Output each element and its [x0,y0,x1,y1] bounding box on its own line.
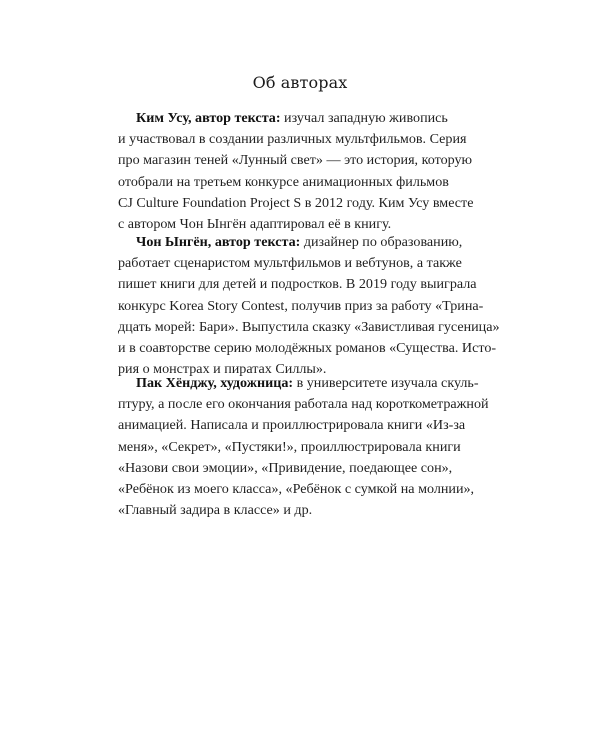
paragraph-line: птуру, а после его окончания работала над короткометражной [118,396,489,413]
paragraph-line: отобрали на третьем конкурсе анимационных фильмов [118,173,449,190]
paragraph-line: и в соавторстве серию молодёжных романов «Существа. Исто- [118,339,497,356]
page-title: Об авторах [252,73,348,92]
paragraph-line: дцать морей: Бари». Выпустила сказку «Завистливая гусеница» [118,318,500,335]
paragraph-line: про магазин теней «Лунный свет» — это история, которую [118,152,473,169]
paragraph-line: и участвовал в создании различных мультфильмов. Серия [118,131,467,148]
illustrator-bio-pak-hyondzhu [118,373,489,521]
paragraph-line: «Назови свои эмоции», «Привидение, поедающее сон», [118,459,453,476]
paragraph-first-line [118,373,484,394]
paragraph-text: изучал западную живопись [280,110,448,126]
paragraph-line: «Главный задира в классе» и др. [118,502,313,519]
paragraph-line: меня», «Секрет», «Пустяки!», проиллюстрировала книги [118,438,461,455]
paragraph-line: рия о монстрах и пиратах Силлы». [118,361,327,378]
author-bio-kim-usu [118,108,484,235]
paragraph-line: CJ Culture Foundation Project S в 2012 году. Ким Усу вместе [118,194,474,211]
paragraph-line: «Ребёнок из моего класса», «Ребёнок с сумкой на молнии», [118,480,475,497]
paragraph-line: конкурс Korea Story Contest, получив приз за работу «Трина- [118,297,484,314]
author-name-lead: Ким Усу, автор текста: [136,110,281,126]
author-name-lead: Пак Хёнджу, художница: [136,375,294,391]
paragraph-line: с автором Чон Ынгён адаптировал её в книгу. [118,215,392,232]
paragraph-text: в университете изучала скуль- [293,375,479,391]
paragraph-first-line [118,232,484,253]
paragraph-line: пишет книги для детей и подростков. В 2019 году выиграла [118,276,477,293]
paragraph-line: работает сценаристом мультфильмов и вебтунов, а также [118,255,462,272]
paragraph-first-line [118,108,484,129]
paragraph-text: дизайнер по образованию, [300,234,463,250]
paragraph-line: анимацией. Написала и проиллюстрировала книги «Из-за [118,417,466,434]
author-name-lead: Чон Ынгён, автор текста: [136,234,301,250]
author-bio-chon-yngyon [118,232,500,380]
